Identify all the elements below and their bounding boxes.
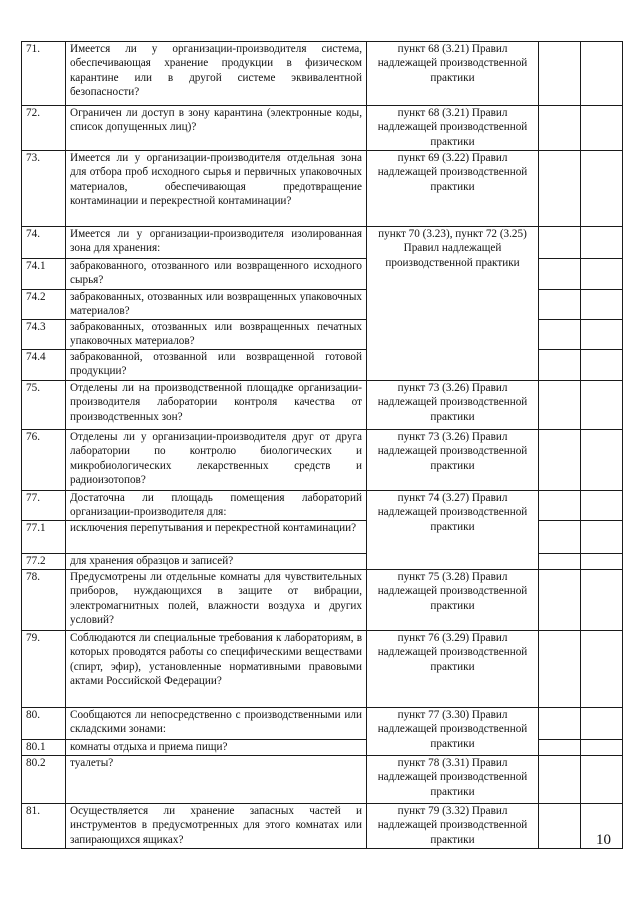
regulation-reference: пункт 77 (3.30) Правил надлежащей производственной практики (367, 708, 539, 756)
answer-cell[interactable] (539, 350, 581, 381)
note-cell[interactable] (581, 381, 623, 430)
item-number: 74.4 (22, 350, 66, 381)
item-number: 81. (22, 804, 66, 849)
answer-cell[interactable] (539, 151, 581, 227)
table-row (22, 430, 623, 491)
question-text: для хранения образцов и записей? (66, 554, 367, 570)
note-cell[interactable] (581, 227, 623, 259)
question-text: Отделены ли у организации-производителя друг от друга лаборатории по контролю биологических и микробиологических лекарственных средств и радиоизотопов? (66, 430, 367, 491)
answer-cell[interactable] (539, 430, 581, 491)
table-row (22, 756, 623, 804)
regulation-reference: пункт 68 (3.21) Правил надлежащей производственной практики (367, 106, 539, 151)
note-cell[interactable] (581, 430, 623, 491)
note-cell[interactable] (581, 631, 623, 708)
regulation-reference: пункт 79 (3.32) Правил надлежащей производственной практики (367, 804, 539, 849)
note-cell[interactable] (581, 708, 623, 740)
item-number: 72. (22, 106, 66, 151)
item-number: 77.1 (22, 521, 66, 554)
note-cell[interactable] (581, 290, 623, 320)
regulation-reference: пункт 70 (3.23), пункт 72 (3.25) Правил надлежащей производственной практики (367, 227, 539, 381)
page-number: 10 (596, 832, 611, 848)
note-cell[interactable] (581, 259, 623, 290)
regulation-reference: пункт 68 (3.21) Правил надлежащей производственной практики (367, 42, 539, 106)
item-number: 80. (22, 708, 66, 740)
answer-cell[interactable] (539, 554, 581, 570)
table-row (22, 42, 623, 106)
regulation-reference: пункт 73 (3.26) Правил надлежащей производственной практики (367, 381, 539, 430)
item-number: 77.2 (22, 554, 66, 570)
item-number: 74.2 (22, 290, 66, 320)
note-cell[interactable] (581, 320, 623, 350)
question-text: туалеты? (66, 756, 367, 804)
table-row (22, 708, 623, 740)
table-row (22, 151, 623, 227)
answer-cell[interactable] (539, 42, 581, 106)
item-number: 79. (22, 631, 66, 708)
question-text: Соблюдаются ли специальные требования к лабораториям, в которых проводятся работы со специфическими веществами (спирт, эфир), установленные нормативными правовыми актами Российской Федерации? (66, 631, 367, 708)
question-text: Имеется ли у организации-производителя изолированная зона для хранения: (66, 227, 367, 259)
regulation-reference: пункт 76 (3.29) Правил надлежащей производственной практики (367, 631, 539, 708)
answer-cell[interactable] (539, 320, 581, 350)
answer-cell[interactable] (539, 756, 581, 804)
question-text: Имеется ли у организации-производителя система, обеспечивающая хранение продукции в физическом карантине или в другой системе эквивалентной безопасности? (66, 42, 367, 106)
note-cell[interactable] (581, 756, 623, 804)
question-text: комнаты отдыха и приема пищи? (66, 740, 367, 756)
question-text: исключения перепутывания и перекрестной контаминации? (66, 521, 367, 554)
question-text: забракованной, отозванной или возвращенной готовой продукции? (66, 350, 367, 381)
answer-cell[interactable] (539, 381, 581, 430)
question-text: забракованных, отозванных или возвращенных упаковочных материалов? (66, 290, 367, 320)
regulation-reference: пункт 78 (3.31) Правил надлежащей производственной практики (367, 756, 539, 804)
question-text: забракованного, отозванного или возвращенного исходного сырья? (66, 259, 367, 290)
answer-cell[interactable] (539, 106, 581, 151)
answer-cell[interactable] (539, 708, 581, 740)
note-cell[interactable] (581, 42, 623, 106)
regulation-reference: пункт 73 (3.26) Правил надлежащей производственной практики (367, 430, 539, 491)
answer-cell[interactable] (539, 740, 581, 756)
answer-cell[interactable] (539, 521, 581, 554)
table-row (22, 570, 623, 631)
table-row (22, 631, 623, 708)
regulation-reference: пункт 69 (3.22) Правил надлежащей производственной практики (367, 151, 539, 227)
answer-cell[interactable] (539, 804, 581, 849)
regulation-reference: пункт 75 (3.28) Правил надлежащей производственной практики (367, 570, 539, 631)
item-number: 73. (22, 151, 66, 227)
table-row (22, 106, 623, 151)
question-text: Имеется ли у организации-производителя отдельная зона для отбора проб исходного сырья и первичных упаковочных материалов, обеспечивающая предотвращение контаминации и перекрестной контаминации? (66, 151, 367, 227)
answer-cell[interactable] (539, 631, 581, 708)
item-number: 74. (22, 227, 66, 259)
item-number: 74.3 (22, 320, 66, 350)
note-cell[interactable] (581, 521, 623, 554)
item-number: 77. (22, 491, 66, 521)
question-text: Ограничен ли доступ в зону карантина (электронные коды, список допущенных лиц)? (66, 106, 367, 151)
note-cell[interactable] (581, 151, 623, 227)
answer-cell[interactable] (539, 570, 581, 631)
answer-cell[interactable] (539, 227, 581, 259)
note-cell[interactable] (581, 740, 623, 756)
question-text: забракованных, отозванных или возвращенных печатных упаковочных материалов? (66, 320, 367, 350)
checklist-table (21, 41, 623, 849)
item-number: 75. (22, 381, 66, 430)
item-number: 80.1 (22, 740, 66, 756)
note-cell[interactable] (581, 570, 623, 631)
item-number: 80.2 (22, 756, 66, 804)
note-cell[interactable] (581, 106, 623, 151)
item-number: 74.1 (22, 259, 66, 290)
table-row (22, 491, 623, 521)
note-cell[interactable] (581, 554, 623, 570)
item-number: 76. (22, 430, 66, 491)
note-cell[interactable] (581, 350, 623, 381)
answer-cell[interactable] (539, 491, 581, 521)
table-row (22, 381, 623, 430)
question-text: Достаточна ли площадь помещения лабораторий организации-производителя для: (66, 491, 367, 521)
note-cell[interactable] (581, 491, 623, 521)
answer-cell[interactable] (539, 259, 581, 290)
question-text: Предусмотрены ли отдельные комнаты для чувствительных приборов, нуждающихся в защите от вибрации, электромагнитных полей, влажности воздуха и других условий? (66, 570, 367, 631)
answer-cell[interactable] (539, 290, 581, 320)
question-text: Отделены ли на производственной площадке организации-производителя лаборатории контроля качества от производственных зон? (66, 381, 367, 430)
table-row (22, 804, 623, 849)
regulation-reference: пункт 74 (3.27) Правил надлежащей производственной практики (367, 491, 539, 570)
question-text: Осуществляется ли хранение запасных частей и инструментов в предусмотренных для этого комнатах или запирающихся ящиках? (66, 804, 367, 849)
item-number: 71. (22, 42, 66, 106)
table-row (22, 227, 623, 259)
question-text: Сообщаются ли непосредственно с производственными или складскими зонами: (66, 708, 367, 740)
item-number: 78. (22, 570, 66, 631)
